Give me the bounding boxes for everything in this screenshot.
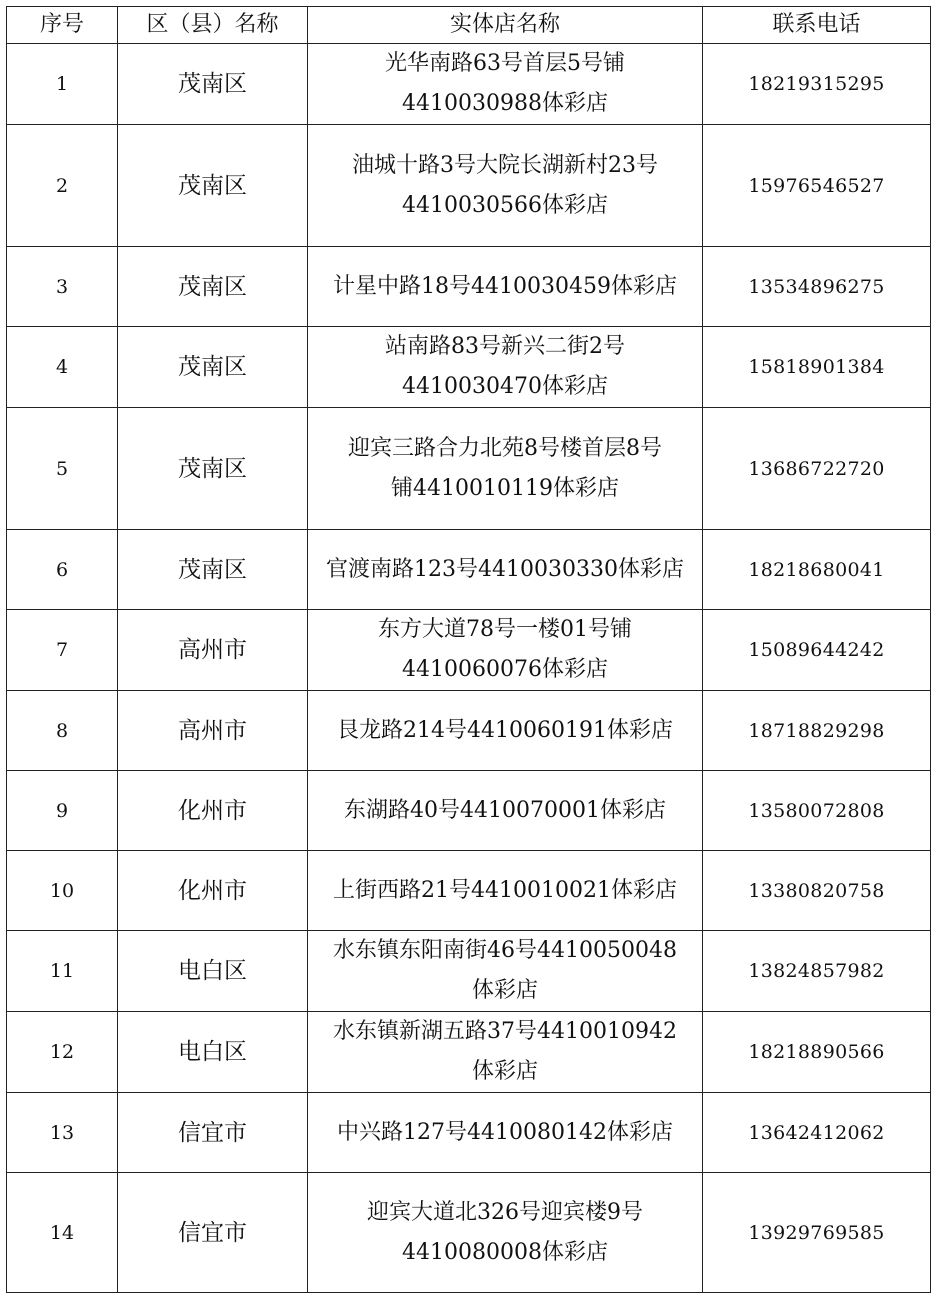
row-district: 茂南区 [118,44,308,125]
table-row [7,771,931,851]
row-store-name [308,327,703,408]
row-phone: 18718829298 [703,691,931,771]
header-row [7,7,931,44]
table-row [7,1093,931,1173]
row-no: 3 [7,247,118,327]
table-row [7,931,931,1012]
row-store-name [308,610,703,691]
header-no: 序号 [7,7,118,44]
row-store-name [308,851,703,931]
row-phone: 13686722720 [703,408,931,530]
row-no: 13 [7,1093,118,1173]
row-phone: 13580072808 [703,771,931,851]
store-name-line2: 体彩店 [471,978,538,1003]
row-district: 茂南区 [118,247,308,327]
row-phone: 18218890566 [703,1012,931,1093]
row-phone: 13534896275 [703,247,931,327]
header-phone: 联系电话 [703,7,931,44]
row-district: 高州市 [118,610,308,691]
row-no: 14 [7,1173,118,1293]
row-store-name [308,125,703,247]
row-district: 信宜市 [118,1173,308,1293]
row-store-name [308,530,703,610]
row-no: 1 [7,44,118,125]
store-name-line1: 上街西路21号4410010021体彩店 [333,877,677,903]
row-store-name [308,771,703,851]
row-district: 茂南区 [118,125,308,247]
row-district: 化州市 [118,851,308,931]
row-no: 10 [7,851,118,931]
table-row [7,125,931,247]
row-no: 4 [7,327,118,408]
row-district: 茂南区 [118,408,308,530]
row-store-name [308,1093,703,1173]
row-phone: 15976546527 [703,125,931,247]
table-row [7,851,931,931]
row-district: 信宜市 [118,1093,308,1173]
row-phone: 18218680041 [703,530,931,610]
row-no: 6 [7,530,118,610]
row-store-name [308,247,703,327]
store-name-line1: 油城十路3号大院长湖新村23号 [352,152,658,178]
store-name-line1: 水东镇东阳南街46号4410050048 [333,938,677,963]
row-phone: 15089644242 [703,610,931,691]
store-name-line1: 光华南路63号首层5号铺 [385,51,625,76]
row-store-name [308,1173,703,1293]
row-no: 11 [7,931,118,1012]
table-row [7,1012,931,1093]
table-row [7,691,931,771]
store-name-line2: 4410080008体彩店 [402,1239,608,1265]
table-row [7,1173,931,1293]
header-district: 区（县）名称 [118,7,308,44]
row-phone: 13929769585 [703,1173,931,1293]
row-phone: 13380820758 [703,851,931,931]
table-row [7,610,931,691]
row-phone: 18219315295 [703,44,931,125]
row-district: 茂南区 [118,530,308,610]
row-no: 2 [7,125,118,247]
row-no: 7 [7,610,118,691]
store-name-line1: 水东镇新湖五路37号4410010942 [333,1019,677,1044]
row-phone: 13642412062 [703,1093,931,1173]
store-name-line1: 艮龙路214号4410060191体彩店 [337,717,673,743]
store-name-line2: 体彩店 [471,1059,538,1084]
row-store-name [308,931,703,1012]
row-store-name [308,1012,703,1093]
store-name-line1: 迎宾大道北326号迎宾楼9号 [367,1199,643,1225]
row-district: 高州市 [118,691,308,771]
store-name-line1: 计星中路18号4410030459体彩店 [333,273,677,299]
row-store-name [308,691,703,771]
row-store-name [308,408,703,530]
store-name-line2: 4410030470体彩店 [402,374,608,399]
row-phone: 13824857982 [703,931,931,1012]
store-list-table [6,6,931,1293]
store-name-line1: 中兴路127号4410080142体彩店 [337,1119,673,1145]
store-name-line1: 官渡南路123号4410030330体彩店 [326,556,684,582]
row-no: 12 [7,1012,118,1093]
row-no: 8 [7,691,118,771]
store-name-line2: 4410060076体彩店 [402,657,608,682]
row-no: 5 [7,408,118,530]
store-name-line1: 迎宾三路合力北苑8号楼首层8号 [348,435,662,461]
store-name-line2: 铺4410010119体彩店 [391,475,619,501]
row-no: 9 [7,771,118,851]
row-district: 电白区 [118,1012,308,1093]
row-district: 电白区 [118,931,308,1012]
table-row [7,327,931,408]
store-name-line1: 东湖路40号4410070001体彩店 [344,797,666,823]
table-row [7,530,931,610]
row-store-name [308,44,703,125]
row-district: 化州市 [118,771,308,851]
header-store: 实体店名称 [308,7,703,44]
table-row [7,408,931,530]
store-name-line2: 4410030566体彩店 [402,192,608,218]
store-name-line1: 东方大道78号一楼01号铺 [378,617,632,642]
table-row [7,247,931,327]
store-name-line1: 站南路83号新兴二街2号 [385,334,625,359]
row-district: 茂南区 [118,327,308,408]
table-row [7,44,931,125]
store-name-line2: 4410030988体彩店 [402,91,608,116]
row-phone: 15818901384 [703,327,931,408]
